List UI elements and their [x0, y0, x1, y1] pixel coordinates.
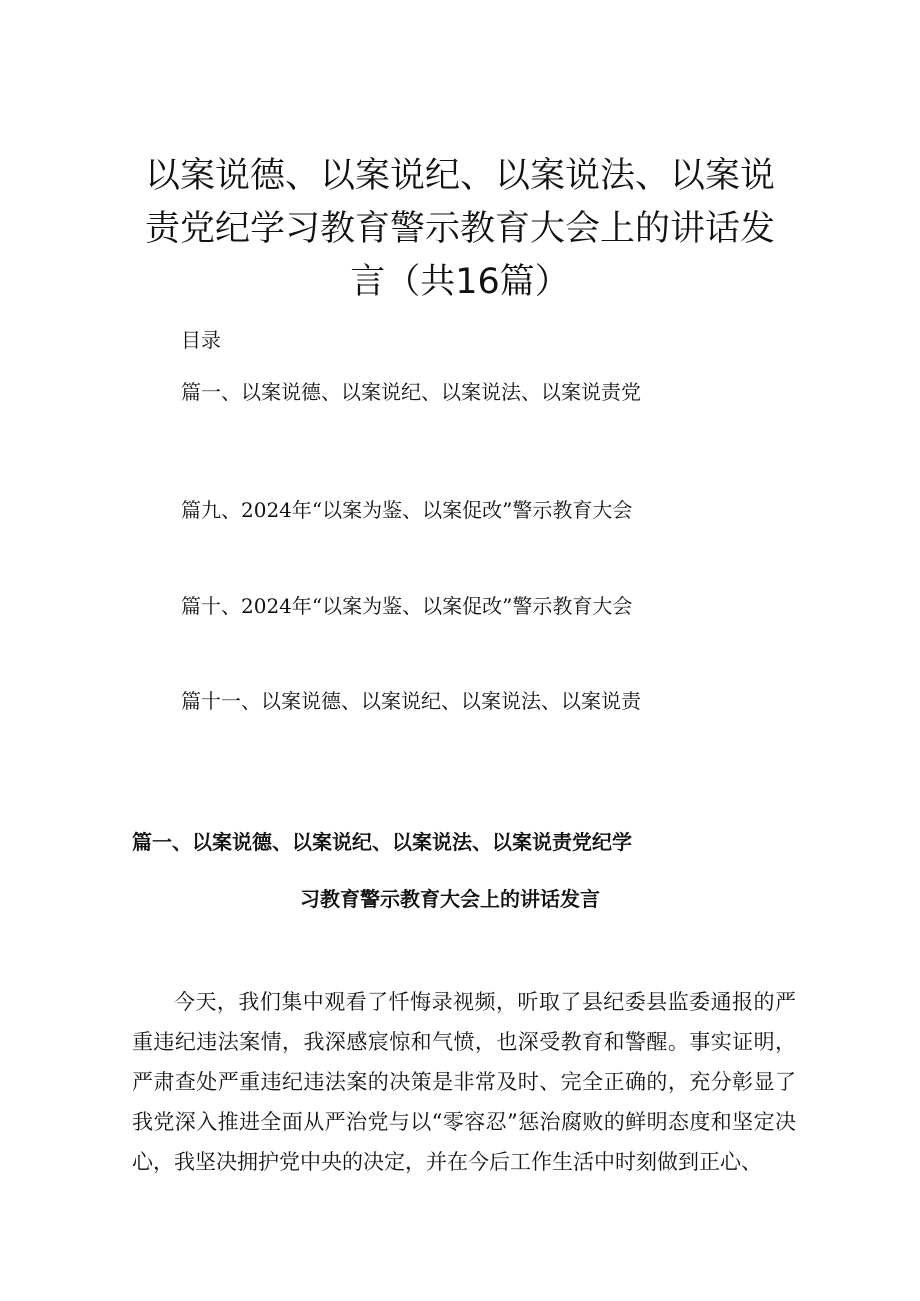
- body-paragraph: 今天，我们集中观看了忏悔录视频，听取了县纪委县监委通报的严重违纪违法案情，我深感宸惊和气愤，也深受教育和警醒。事实证明，严肃查处严重违纪违法案的决策是非常及时、完全正确的，充分彰显了我党深入推进全面从严治党与以“零容忍”惩治腐败的鲜明态度和坚定决心，我坚决拥护党中央的决定，并在今后工作生活中时刻做到正心、: [132, 990, 796, 1174]
- title-line-3: 言（共16篇）: [350, 262, 570, 302]
- document-title: [110, 150, 810, 309]
- toc-item-10[interactable]: 篇十、2024年“以案为鉴、以案促改”警示教育大会: [181, 594, 633, 618]
- section-title-line-1: 篇一、以案说德、以案说纪、以案说法、以案说责党纪学: [132, 830, 632, 854]
- toc-item-11[interactable]: 篇十一、以案说德、以案说纪、以案说法、以案说责: [181, 689, 641, 713]
- toc-item-1[interactable]: 篇一、以案说德、以案说纪、以案说法、以案说责党: [181, 380, 641, 404]
- toc-item-9[interactable]: 篇九、2024年“以案为鉴、以案促改”警示教育大会: [181, 498, 633, 522]
- title-line-1: 以案说德、以案说纪、以案说法、以案说: [144, 156, 775, 196]
- toc-heading: 目录: [181, 328, 221, 352]
- section-title-line-2: 习教育警示教育大会上的讲话发言: [300, 887, 600, 911]
- title-line-2: 责党纪学习教育警示教育大会上的讲话发: [144, 209, 775, 249]
